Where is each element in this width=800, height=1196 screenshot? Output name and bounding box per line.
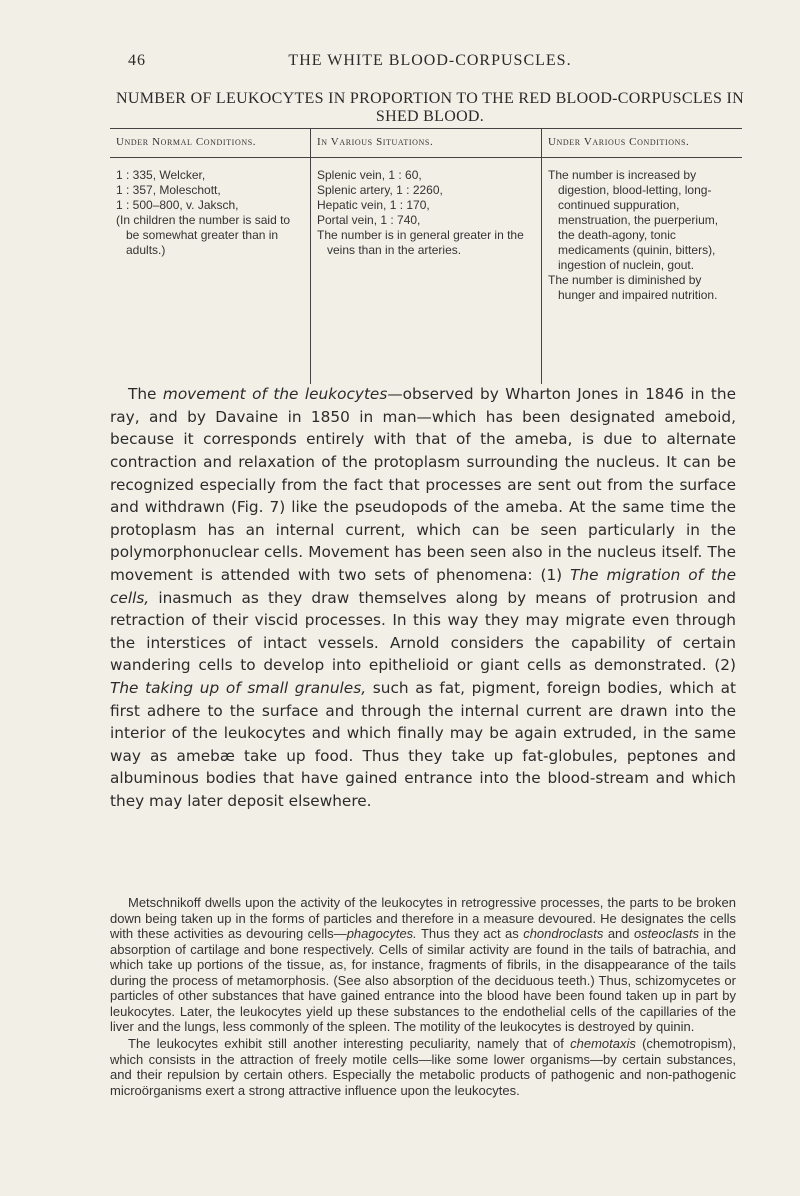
ratio-portal-vein: Portal vein, 1 : 740, xyxy=(317,213,421,227)
text-run: in the absorption of cartilage and bone respectively. Cells of similar activity are found in the tails of batrachia, and which take up portions of the tissue, as, for instance, fragments of fibrils, in the disappearance of the tails during the process of metamorphosis. (See also absorption of the deciduous teeth.) Thus, schizomycetes or particles of other substances that have gained entrance into the blood have been found taken up in part by leukocytes. Later, the leukocytes yield up these substances to the endothelial cells of the capillaries of the liver and the lungs, less commonly of the spleen. The motility of the leukocytes is destroyed by quinin. xyxy=(110,926,737,1034)
table-title: NUMBER OF LEUKOCYTES IN PROPORTION TO THE RED BLOOD-CORPUSCLES IN SHED BLOOD. xyxy=(116,90,744,125)
ratio-splenic-artery: Splenic artery, 1 : 2260, xyxy=(317,183,443,197)
cell-various-situations xyxy=(311,158,542,385)
text-run: inasmuch as they draw themselves along by means of protrusion and retraction of their viscid processes. In this way they may migrate even through the interstices of intact vessels. Arnold considers the capability of certain wandering cells to develop into epithelioid or giant cells as demonstrated. (2) xyxy=(110,588,736,675)
leukocyte-ratio-table xyxy=(110,128,742,384)
ratio-jaksch: 1 : 500–800, v. Jaksch, xyxy=(116,198,239,212)
header-various-conditions: Under Various Conditions. xyxy=(542,129,743,158)
italic-run: movement of the leukocytes xyxy=(162,385,388,404)
text-run: (chemotropism), which consists in the attraction of freely motile cells—like some lower organisms—by certain substances, and their repulsion by certain others. Especially the metabolic products of pathogenic and non-pathogenic microörganisms exert a strong attractive influence upon the leukocytes. xyxy=(110,1036,736,1098)
text-run: The xyxy=(128,385,163,404)
cell-various-conditions xyxy=(542,158,743,385)
text-run: Metschnikoff dwells upon the activity of the leukocytes in retrogressive processes, the parts to be broken down being taken up in the forms of particles and therefore in a measure devoured. He designates the cells with these activities as devouring cells— xyxy=(110,895,736,941)
children-note: (In children the number is said to be somewhat greater than in adults.) xyxy=(116,213,291,257)
ratio-welcker: 1 : 335, Welcker, xyxy=(116,168,206,182)
text-run: —observed by Wharton Jones in 1846 in the ray, and by Davaine in 1850 in man—which has been designated ameboid, because it corresponds entirely with that of the ameba, is due to alternate contraction and relaxation of the protoplasm surrounding the nucleus. It can be recognized especially from the fact that processes are sent out from the surface and withdrawn (Fig. 7) like the pseudopods of the ameba. At the same time the protoplasm has an internal current, which can be seen particularly in the polymorphonuclear cells. Movement has been seen also in the nucleus itself. The movement is attended with two sets of phenomena: (1) xyxy=(110,385,736,585)
page-number: 46 xyxy=(128,52,146,69)
paragraph-movement xyxy=(110,383,736,812)
text-run: Thus they act as xyxy=(416,926,524,941)
italic-run: The taking up of small granules, xyxy=(110,679,367,698)
table-header-row xyxy=(110,129,742,158)
ratio-moleschott: 1 : 357, Moleschott, xyxy=(116,183,221,197)
cell-normal-conditions xyxy=(110,158,311,385)
paragraph-chemotaxis xyxy=(110,1036,736,1098)
italic-run: The migration of the cells, xyxy=(110,566,736,607)
text-run: The leukocytes exhibit still another interesting peculiarity, namely that of xyxy=(128,1036,571,1051)
running-title: THE WHITE BLOOD-CORPUSCLES. xyxy=(288,52,572,69)
paragraph-phagocytes xyxy=(110,895,736,1035)
ratio-splenic-vein: Splenic vein, 1 : 60, xyxy=(317,168,422,182)
veins-arteries-note: The number is in general greater in the veins than in the arteries. xyxy=(317,228,524,257)
ratio-hepatic-vein: Hepatic vein, 1 : 170, xyxy=(317,198,430,212)
decrease-note: The number is diminished by hunger and impaired nutrition. xyxy=(548,273,718,302)
italic-run: phagocytes. xyxy=(346,926,417,941)
table-row xyxy=(110,158,742,385)
text-run: and xyxy=(603,926,634,941)
text-run: such as fat, pigment, foreign bodies, which at first adhere to the surface and through the internal current are drawn into the interior of the leukocytes and which finally may be again extruded, in the same way as amebæ take up food. Thus they take up fat-globules, peptones and albuminous bodies that have gained entrance into the blood-stream and which they may later deposit elsewhere. xyxy=(110,679,737,810)
header-normal-conditions: Under Normal Conditions. xyxy=(110,129,311,158)
italic-run: osteoclasts xyxy=(633,926,699,941)
header-various-situations: In Various Situations. xyxy=(311,129,542,158)
italic-run: chemotaxis xyxy=(570,1036,636,1051)
italic-run: chondroclasts xyxy=(523,926,604,941)
increase-note: The number is increased by digestion, blood-letting, long-continued suppuration, menstruation, the puerperium, the death-agony, tonic medicaments (quinin, bitters), ingestion of nuclein, gout. xyxy=(548,168,719,272)
running-header xyxy=(128,52,688,74)
